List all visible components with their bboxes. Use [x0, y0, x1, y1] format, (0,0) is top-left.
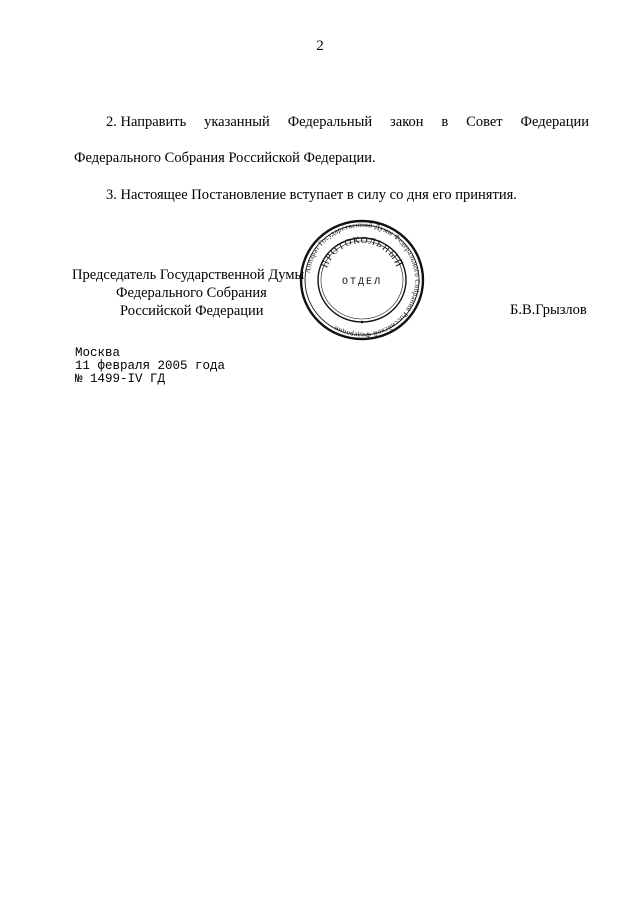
word: Федерации — [520, 114, 589, 130]
word: Совет — [466, 114, 503, 130]
footer-city: Москва — [75, 346, 121, 360]
svg-text:ПРОТОКОЛЬНЫЙ — [320, 236, 405, 270]
signatory-title-line: Председатель Государственной Думы — [72, 267, 305, 283]
signatory-title-line: Российской Федерации — [120, 303, 264, 319]
footer-number: № 1499-IV ГД — [75, 372, 166, 386]
signatory-title-line: Федерального Собрания — [116, 285, 267, 301]
document-footer — [75, 347, 225, 386]
paragraph-3: 3. Настоящее Постановление вступает в силу со дня его принятия. — [106, 187, 517, 203]
word: указанный — [204, 114, 270, 130]
paragraph-2-first-line — [74, 113, 589, 131]
signer-name: Б.В.Грызлов — [510, 302, 587, 318]
seal-center-text: ОТДЕЛ — [341, 277, 383, 288]
word: в — [441, 114, 449, 130]
word: 2. Направить — [106, 114, 187, 130]
page-number: 2 — [316, 38, 324, 54]
seal-outer-text: Аппарат Государственной Думы Федерального Собрания Российской Федерации — [303, 220, 422, 340]
official-seal-icon — [298, 218, 426, 342]
word: Федеральный — [287, 114, 373, 130]
footer-date: 11 февраля 2005 года — [75, 359, 226, 373]
paragraph-2 — [74, 113, 589, 167]
word: закон — [390, 114, 424, 130]
signatory-title — [72, 266, 304, 320]
paragraph-2-second-line: Федерального Собрания Российской Федерации. — [74, 150, 376, 166]
seal-inner-text: ПРОТОКОЛЬНЫЙ — [320, 235, 404, 270]
